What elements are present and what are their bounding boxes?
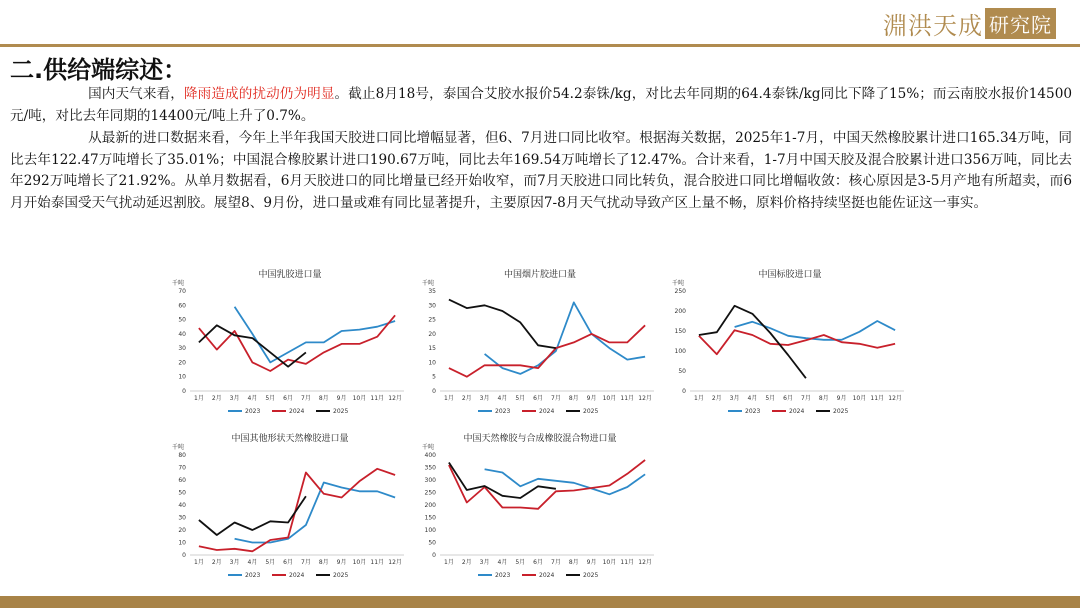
x-tick-label: 11月 (620, 559, 635, 566)
chart-other-natural-rubber-imports (166, 427, 414, 587)
logo-text-plain: 淵洪天成 (883, 11, 983, 40)
legend-label: 2025 (583, 572, 599, 579)
y-tick-label: 100 (424, 527, 436, 534)
x-tick-label: 4月 (497, 395, 508, 402)
x-tick-label: 2月 (461, 559, 472, 566)
legend-label: 2023 (745, 408, 761, 415)
x-tick-label: 9月 (836, 395, 847, 402)
x-tick-label: 9月 (586, 559, 597, 566)
y-tick-label: 20 (428, 330, 436, 338)
y-tick-label: 200 (424, 502, 436, 509)
y-tick-label: 30 (428, 302, 436, 310)
y-tick-label: 70 (178, 464, 186, 472)
x-tick-label: 6月 (533, 395, 543, 402)
x-tick-label: 12月 (638, 559, 652, 566)
x-tick-label: 5月 (265, 395, 276, 402)
chart-smoked-sheet-imports (416, 263, 664, 423)
x-tick-label: 4月 (247, 559, 258, 566)
x-tick-label: 3月 (729, 395, 740, 402)
x-tick-label: 2月 (211, 395, 222, 402)
x-tick-label: 8月 (818, 395, 829, 402)
y-tick-label: 20 (178, 527, 186, 534)
y-tick-label: 250 (674, 288, 686, 295)
x-tick-label: 1月 (444, 559, 454, 566)
legend-label: 2024 (539, 572, 555, 579)
x-tick-label: 2月 (711, 395, 722, 402)
series-line-2024 (449, 460, 645, 509)
y-tick-label: 60 (178, 302, 186, 310)
y-tick-label: 10 (428, 359, 436, 367)
x-tick-label: 4月 (497, 559, 508, 566)
x-tick-label: 1月 (444, 395, 454, 402)
chart-svg (666, 263, 914, 423)
y-tick-label: 50 (428, 539, 436, 547)
y-axis-unit: 千吨 (672, 280, 685, 287)
y-tick-label: 50 (178, 316, 186, 324)
y-axis-unit: 千吨 (172, 444, 185, 451)
paragraph-weather-highlight: 降雨造成的扰动仍为明显 (183, 86, 335, 102)
x-tick-label: 3月 (229, 395, 240, 402)
x-tick-label: 11月 (620, 395, 635, 402)
x-tick-label: 6月 (533, 559, 543, 566)
x-tick-label: 5月 (515, 559, 526, 566)
y-tick-label: 25 (428, 316, 436, 324)
legend-label: 2025 (333, 572, 349, 579)
logo-text-boxed: 研究院 (985, 8, 1056, 39)
y-tick-label: 200 (674, 308, 686, 315)
x-tick-label: 12月 (888, 395, 902, 402)
chart-title: 中国乳胶进口量 (258, 270, 322, 280)
x-tick-label: 10月 (352, 559, 367, 566)
x-tick-label: 7月 (301, 395, 311, 402)
y-tick-label: 40 (178, 502, 186, 509)
y-tick-label: 150 (424, 514, 436, 522)
x-tick-label: 7月 (301, 559, 311, 566)
y-axis-unit: 千吨 (422, 444, 435, 451)
x-tick-label: 12月 (388, 559, 402, 566)
y-tick-label: 0 (182, 552, 186, 559)
series-line-2023 (235, 307, 396, 363)
y-tick-label: 250 (424, 489, 436, 497)
legend-label: 2024 (289, 408, 305, 415)
y-axis-unit: 千吨 (422, 280, 435, 287)
legend-label: 2024 (789, 408, 805, 415)
x-tick-label: 6月 (783, 395, 793, 402)
y-tick-label: 10 (178, 373, 186, 381)
x-tick-label: 9月 (336, 395, 347, 402)
legend-label: 2025 (333, 408, 349, 415)
y-tick-label: 30 (178, 345, 186, 353)
x-tick-label: 5月 (765, 395, 776, 402)
footer-bar (0, 596, 1080, 608)
legend-label: 2025 (583, 408, 599, 415)
x-tick-label: 4月 (747, 395, 758, 402)
chart-svg (416, 427, 664, 587)
y-tick-label: 5 (432, 373, 436, 381)
x-tick-label: 8月 (318, 395, 329, 402)
series-line-2024 (199, 315, 395, 371)
series-line-2023 (485, 302, 645, 374)
chart-title: 中国天然橡胶与合成橡胶混合物进口量 (463, 434, 617, 444)
x-tick-label: 8月 (318, 559, 329, 566)
y-tick-label: 20 (178, 359, 186, 367)
x-tick-label: 2月 (211, 559, 222, 566)
x-tick-label: 8月 (568, 395, 579, 402)
y-tick-label: 300 (424, 477, 436, 484)
series-line-2025 (449, 463, 556, 499)
y-tick-label: 100 (674, 348, 686, 355)
chart-title: 中国标胶进口量 (758, 270, 822, 280)
y-tick-label: 15 (428, 345, 436, 353)
chart-standard-rubber-imports (666, 263, 914, 423)
slide-title: 二.供给端综述： (10, 56, 188, 84)
x-tick-label: 3月 (479, 395, 490, 402)
y-tick-label: 50 (678, 368, 686, 375)
y-tick-label: 0 (432, 388, 436, 395)
y-tick-label: 400 (424, 452, 436, 459)
series-line-2024 (699, 330, 895, 354)
series-line-2025 (449, 300, 556, 349)
x-tick-label: 9月 (586, 395, 597, 402)
x-tick-label: 1月 (194, 395, 204, 402)
x-tick-label: 10月 (602, 395, 617, 402)
y-tick-label: 40 (178, 330, 186, 338)
x-tick-label: 8月 (568, 559, 579, 566)
x-tick-label: 10月 (602, 559, 617, 566)
series-line-2024 (449, 325, 645, 376)
y-tick-label: 70 (178, 288, 186, 295)
legend-label: 2024 (289, 572, 305, 579)
y-axis-unit: 千吨 (172, 280, 185, 287)
chart-latex-imports (166, 263, 414, 423)
x-tick-label: 3月 (479, 559, 490, 566)
paragraph-weather-rest: 。截止8月18号，泰国合艾胶水报价54.2泰铢/kg，对比去年同期的64.4泰铢/kg同比下降了15%；而云南胶水报价14500元/吨，对比去年同期的14400元/吨上升了0.7%。 (10, 86, 1073, 124)
x-tick-label: 5月 (515, 395, 526, 402)
x-tick-label: 5月 (265, 559, 276, 566)
paragraph-weather (10, 84, 1072, 127)
brand-logo (883, 6, 1056, 40)
paragraph-imports (10, 128, 1072, 214)
y-tick-label: 150 (674, 328, 686, 335)
x-tick-label: 1月 (694, 395, 704, 402)
chart-svg (166, 263, 414, 423)
y-tick-label: 60 (178, 477, 186, 484)
x-tick-label: 6月 (283, 395, 293, 402)
legend-label: 2023 (495, 572, 511, 579)
x-tick-label: 3月 (229, 559, 240, 566)
x-tick-label: 6月 (283, 559, 293, 566)
legend-label: 2023 (245, 572, 261, 579)
paragraph-imports-text: 从最新的进口数据来看，今年上半年我国天胶进口同比增幅显著，但6、7月进口同比收窄。根据海关数据，2025年1-7月，中国天然橡胶累计进口165.34万吨，同比去年122.47万吨增长了35.01%；中国混合橡胶累计进口190.67万吨，同比去年169.54万吨增长了12.47%。合计来看，1-7月中国天胶及混合胶累计进口356万吨，同比去年292万吨增长了21.92%。从单月数据看，6月天胶进口的同比增量已经开始收窄，而7月天胶进口同比转负，混合胶进口同比增幅收敛：核心原因是3-5月产地有所超卖，而6月开始泰国受天气扰动延迟割胶。展望8、9月份，进口量或难有同比显著提升，主要原因7-8月天气扰动导致产区上量不畅，原料价格持续坚挺也能佐证这一事实。 (10, 130, 1072, 211)
header-divider (0, 44, 1080, 47)
chart-title: 中国其他形状天然橡胶进口量 (231, 434, 349, 444)
x-tick-label: 11月 (870, 395, 885, 402)
legend-label: 2023 (495, 408, 511, 415)
y-tick-label: 0 (182, 388, 186, 395)
x-tick-label: 11月 (370, 395, 385, 402)
y-tick-label: 80 (178, 452, 186, 459)
x-tick-label: 11月 (370, 559, 385, 566)
x-tick-label: 10月 (352, 395, 367, 402)
y-tick-label: 10 (178, 539, 186, 547)
series-line-2023 (235, 483, 396, 543)
x-tick-label: 2月 (461, 395, 472, 402)
chart-mixed-rubber-imports (416, 427, 664, 587)
legend-label: 2025 (833, 408, 849, 415)
y-tick-label: 350 (424, 464, 436, 472)
x-tick-label: 7月 (801, 395, 811, 402)
y-tick-label: 0 (432, 552, 436, 559)
legend-label: 2023 (245, 408, 261, 415)
chart-svg (166, 427, 414, 587)
y-tick-label: 0 (682, 388, 686, 395)
x-tick-label: 7月 (551, 395, 561, 402)
x-tick-label: 12月 (388, 395, 402, 402)
y-tick-label: 30 (178, 514, 186, 522)
x-tick-label: 10月 (852, 395, 867, 402)
x-tick-label: 1月 (194, 559, 204, 566)
x-tick-label: 9月 (336, 559, 347, 566)
x-tick-label: 4月 (247, 395, 258, 402)
y-tick-label: 35 (428, 288, 436, 295)
chart-title: 中国烟片胶进口量 (503, 270, 577, 280)
x-tick-label: 7月 (551, 559, 561, 566)
chart-svg (416, 263, 664, 423)
paragraph-weather-lead: 国内天气来看， (88, 86, 184, 102)
x-tick-label: 12月 (638, 395, 652, 402)
legend-label: 2024 (539, 408, 555, 415)
series-line-2025 (699, 306, 806, 378)
y-tick-label: 50 (178, 489, 186, 497)
